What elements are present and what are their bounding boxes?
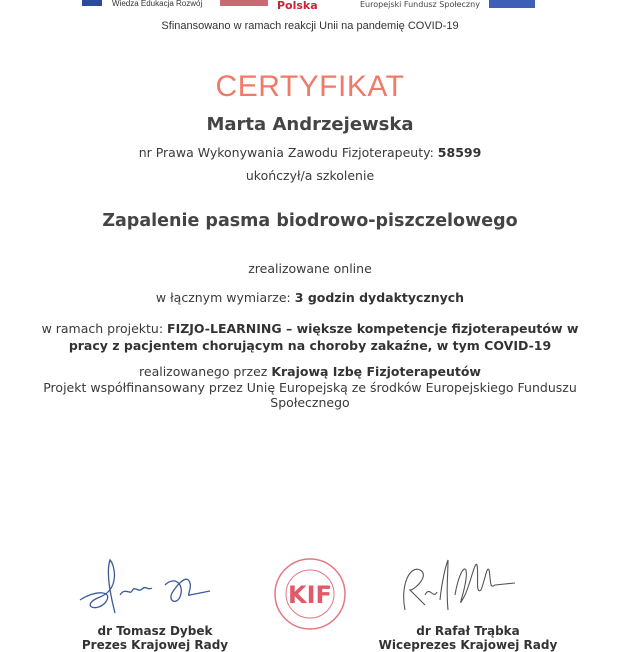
license-number: 58599 xyxy=(437,145,482,160)
cofinance-block xyxy=(0,380,620,410)
cofinance-line1: Projekt współfinansowany przez Unię Europejską ze środków Europejskiego Funduszu xyxy=(43,380,577,395)
poland-flag-logo xyxy=(220,0,268,6)
signature-left xyxy=(75,555,225,615)
organizer-prefix: realizowanego przez xyxy=(139,364,268,379)
license-line xyxy=(0,145,620,160)
project-prefix: w ramach projektu: xyxy=(41,321,164,336)
project-block xyxy=(0,320,620,354)
course-title: Zapalenie pasma biodrowo-piszczelowego xyxy=(102,211,518,231)
signatory-left xyxy=(55,624,255,652)
organizer-name: Krajową Izbę Fizjoterapeutów xyxy=(271,364,481,379)
recipient-name: Marta Andrzejewska xyxy=(206,114,414,135)
hours-prefix: w łącznym wymiarze: xyxy=(155,290,291,305)
certificate-title: CERTYFIKAT xyxy=(215,70,405,103)
logo-left-text: Wiedza Edukacja Rozwój xyxy=(112,0,203,8)
logo-middle-text: Polska xyxy=(277,0,318,12)
logo-right-text: Europejski Fundusz Społeczny xyxy=(360,0,480,9)
kif-stamp xyxy=(272,556,348,632)
license-label: nr Prawa Wykonywania Zawodu Fizjoterapeuty: xyxy=(138,145,434,160)
signatory-right-name: dr Rafał Trąbka xyxy=(416,624,520,638)
signature-right xyxy=(395,555,525,620)
hours-line xyxy=(0,290,620,305)
completed-text: ukończył/a szkolenie xyxy=(245,168,375,183)
funding-note: Sfinansowano w ramach reakcji Unii na pandemię COVID-19 xyxy=(161,20,459,32)
project-line1: FIZJO-LEARNING – większe kompetencje fizjoterapeutów w xyxy=(167,321,579,336)
stamp-text: KIF xyxy=(288,581,332,609)
signatory-left-name: dr Tomasz Dybek xyxy=(97,624,213,638)
project-line2: pracy z pacjentem chorującym na choroby zakaźne, w tym COVID-19 xyxy=(68,338,552,353)
signatory-left-role: Prezes Krajowej Rady xyxy=(81,638,229,652)
mode-text: zrealizowane online xyxy=(248,261,372,276)
eu-flag-logo xyxy=(489,0,535,8)
hours-value: 3 godzin dydaktycznych xyxy=(294,290,465,305)
cofinance-line2: Społecznego xyxy=(270,395,350,410)
signatory-right xyxy=(368,624,568,652)
signatory-right-role: Wiceprezes Krajowej Rady xyxy=(378,638,558,652)
organizer-line xyxy=(0,364,620,379)
eu-funds-logo xyxy=(82,0,102,6)
